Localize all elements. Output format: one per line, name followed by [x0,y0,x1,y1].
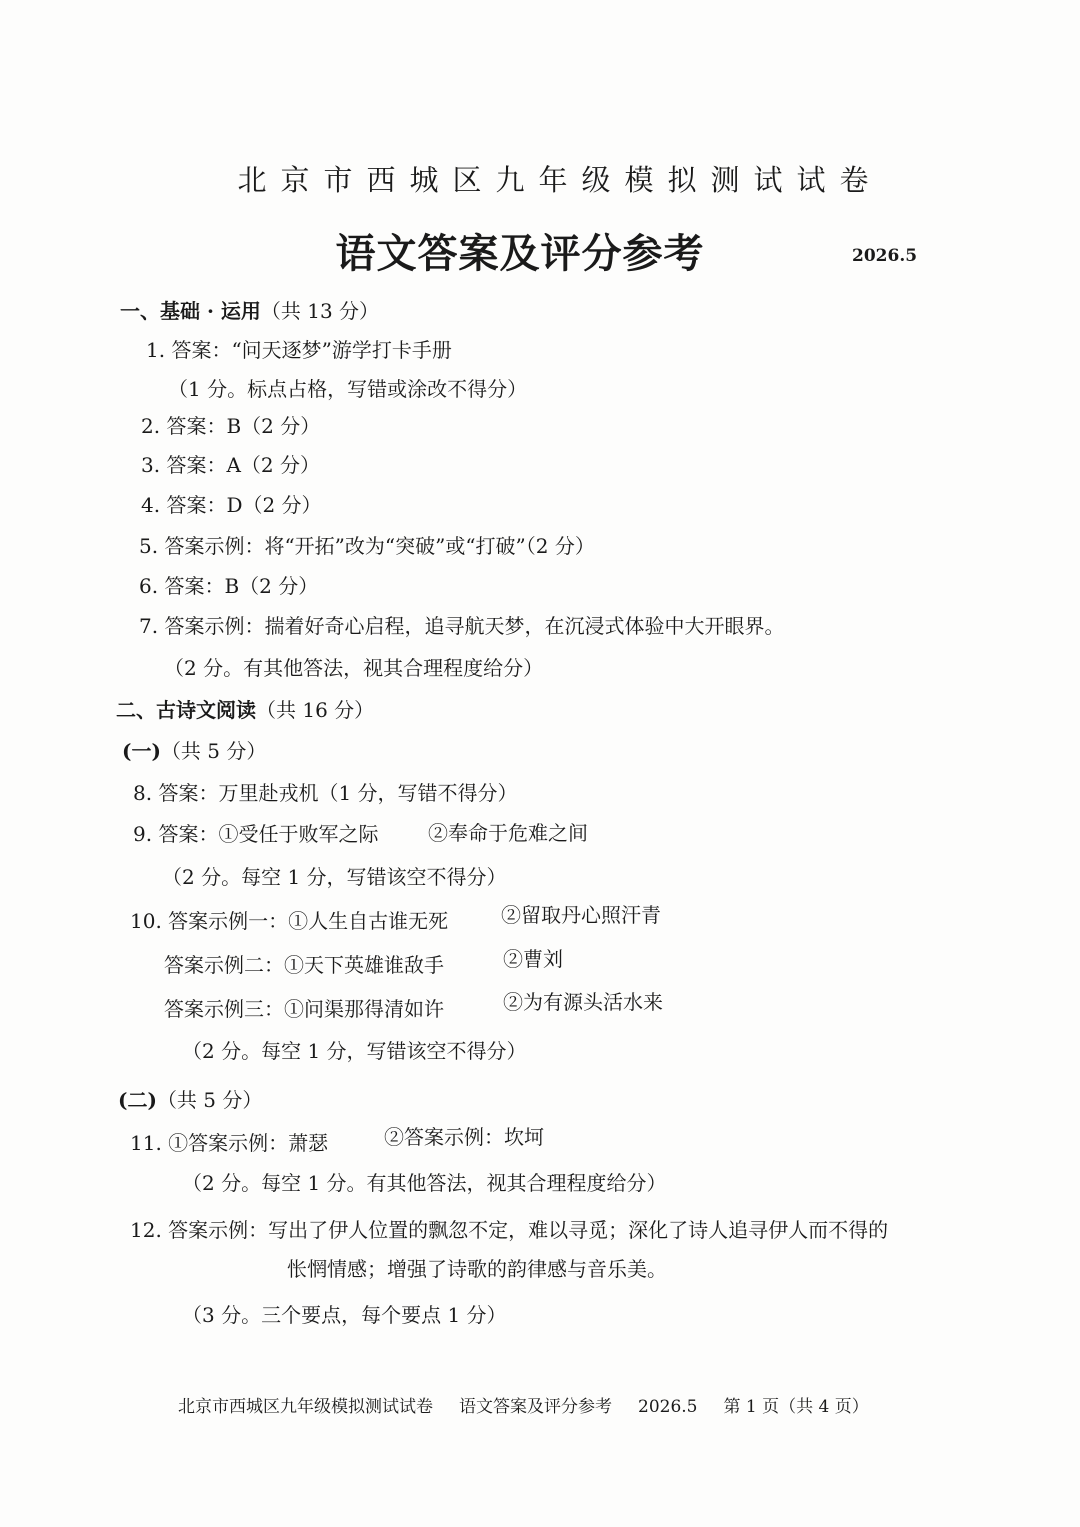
subsection-1-title: (一) [122,739,161,763]
footer-title: 语文答案及评分参考 [459,1397,612,1417]
question-4-answer: 4. 答案：D（2 分） [141,493,322,517]
question-7-answer: 7. 答案示例：揣着好奇心启程，追寻航天梦，在沉浸式体验中大开眼界。 [139,614,785,638]
subsection-1-heading [122,738,266,764]
subsection-1-score: （共 5 分） [160,739,267,763]
question-11-answer-2: ②答案示例：坎坷 [384,1125,544,1149]
question-1-answer: 1. 答案：“问天逐梦”游学打卡手册 [146,338,452,362]
section-2-heading [116,697,374,723]
question-11-answer-1: 11. ①答案示例：萧瑟 [130,1131,329,1155]
exam-name-heading: 北京市西城区九年级模拟测试试卷 [237,163,883,197]
question-12-answer: 12. 答案示例：写出了伊人位置的飘忽不定，难以寻觅；深化了诗人追寻伊人而不得的 [130,1218,889,1242]
question-2-answer: 2. 答案：B（2 分） [141,414,321,438]
question-10-example-2a: 答案示例二：①天下英雄谁敌手 [164,953,444,977]
question-10-example-1b: ②留取丹心照汗青 [501,903,661,927]
section-1-title: 一、基础 · 运用 [120,299,261,323]
question-1-note: （1 分。标点占格，写错或涂改不得分） [168,377,528,401]
question-5-answer: 5. 答案示例：将“开拓”改为“突破”或“打破”（2 分） [139,534,595,558]
question-8-answer: 8. 答案：万里赴戎机（1 分，写错不得分） [133,781,518,805]
subsection-2-title: (二) [118,1088,157,1112]
subsection-2-score: （共 5 分） [156,1088,263,1112]
document-title: 语文答案及评分参考 [335,230,705,277]
question-3-answer: 3. 答案：A（2 分） [141,453,320,477]
document-date: 2026.5 [852,246,918,266]
page-footer [178,1392,869,1417]
footer-exam-name: 北京市西城区九年级模拟测试试卷 [178,1397,433,1417]
question-10-note: （2 分。每空 1 分，写错该空不得分） [182,1039,527,1063]
question-10-example-1a: 10. 答案示例一：①人生自古谁无死 [130,909,449,933]
question-7-note: （2 分。有其他答法，视其合理程度给分） [164,656,544,680]
footer-date: 2026.5 [638,1397,698,1417]
question-10-example-2b: ②曹刘 [503,947,563,971]
question-12-note: （3 分。三个要点，每个要点 1 分） [182,1303,507,1327]
section-2-title: 二、古诗文阅读 [116,698,256,722]
question-10-example-3b: ②为有源头活水来 [503,990,663,1014]
section-1-heading [120,298,379,324]
question-11-note: （2 分。每空 1 分。有其他答法，视其合理程度给分） [182,1171,667,1195]
section-1-score: （共 13 分） [260,299,380,323]
question-10-example-3a: 答案示例三：①问渠那得清如许 [164,997,444,1021]
question-12-answer-continued: 怅惘情感；增强了诗歌的韵律感与音乐美。 [287,1257,667,1281]
question-9-note: （2 分。每空 1 分，写错该空不得分） [162,865,507,889]
question-9-answer-1: 9. 答案：①受任于败军之际 [133,822,379,846]
footer-page-number: 第 1 页（共 4 页） [723,1397,869,1417]
question-6-answer: 6. 答案：B（2 分） [139,574,319,598]
question-9-answer-2: ②奉命于危难之间 [428,821,588,845]
section-2-score: （共 16 分） [256,698,375,722]
subsection-2-heading [118,1087,262,1113]
